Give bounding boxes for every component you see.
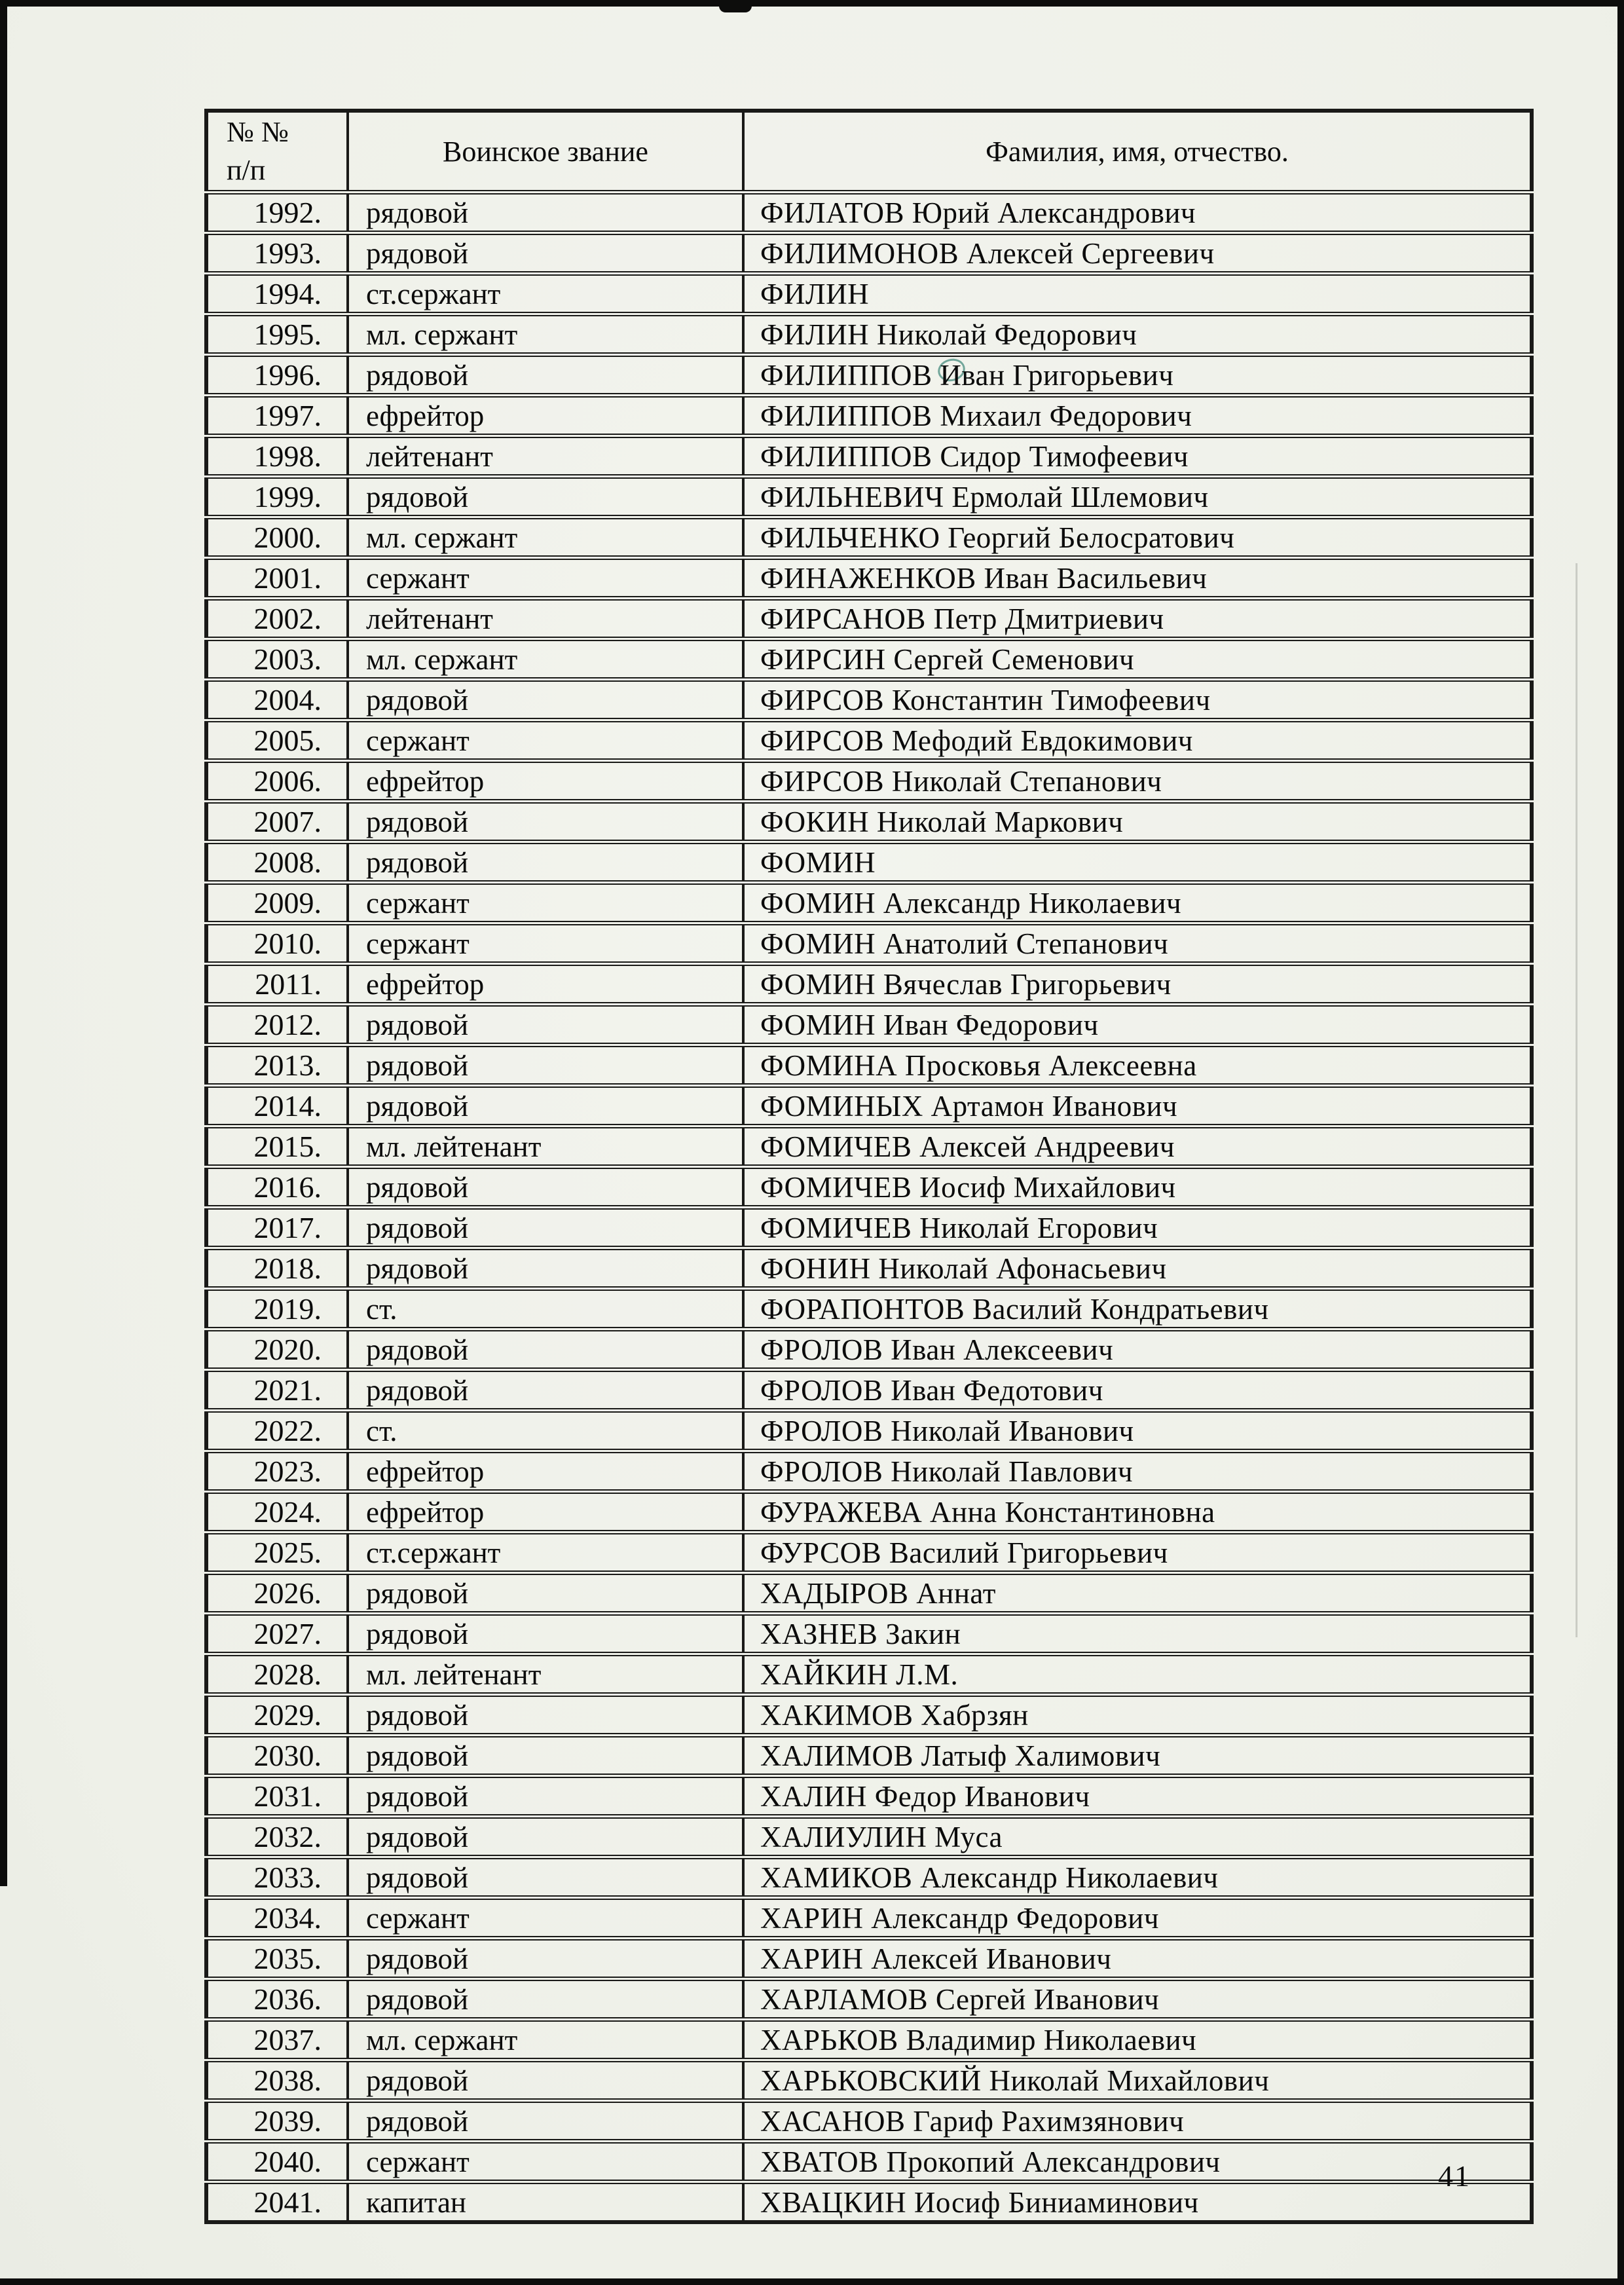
row-name-cell: ФИЛЬНЕВИЧ Ермолай Шлемович <box>743 477 1532 517</box>
row-name-cell: ФОМИЧЕВ Иосиф Михайлович <box>743 1167 1532 1208</box>
table-row <box>206 761 1532 802</box>
row-rank-cell: мл. сержант <box>348 639 743 680</box>
row-name-cell: ФОМИН Анатолий Степанович <box>743 923 1532 964</box>
row-number-cell: 2026. <box>206 1573 348 1614</box>
table-row <box>206 1654 1532 1695</box>
row-name-cell: ХАЛИН Федор Иванович <box>743 1776 1532 1817</box>
row-rank-cell: рядовой <box>348 1086 743 1126</box>
row-rank-cell: мл. сержант <box>348 517 743 558</box>
row-rank-cell: мл. сержант <box>348 2020 743 2060</box>
row-number-cell: 1999. <box>206 477 348 517</box>
row-rank-cell: ефрейтор <box>348 396 743 436</box>
table-row <box>206 355 1532 396</box>
row-name-cell: ХАРИН Александр Федорович <box>743 1898 1532 1939</box>
row-rank-cell: рядовой <box>348 842 743 883</box>
table-row <box>206 436 1532 477</box>
row-name-cell: ФИЛИМОНОВ Алексей Сергеевич <box>743 233 1532 274</box>
row-number-cell: 2038. <box>206 2060 348 2101</box>
row-name-cell: ФОМИН Вячеслав Григорьевич <box>743 964 1532 1005</box>
row-number-cell: 1995. <box>206 314 348 355</box>
row-number-cell: 2008. <box>206 842 348 883</box>
row-rank-cell: ст.сержант <box>348 1533 743 1573</box>
row-rank-cell: сержант <box>348 558 743 599</box>
row-rank-cell: рядовой <box>348 477 743 517</box>
row-rank-cell: рядовой <box>348 1939 743 1979</box>
table-row <box>206 477 1532 517</box>
row-number-cell: 2019. <box>206 1289 348 1329</box>
row-name-cell: ФОМИН Александр Николаевич <box>743 883 1532 923</box>
table-row <box>206 680 1532 720</box>
scan-edge-right <box>1617 0 1624 2285</box>
row-name-cell: ФИРСОВ Константин Тимофеевич <box>743 680 1532 720</box>
row-rank-cell: ст.сержант <box>348 274 743 314</box>
row-name-cell: ФОМИЧЕВ Николай Егорович <box>743 1208 1532 1248</box>
table-row <box>206 1817 1532 1857</box>
row-rank-cell: мл. лейтенант <box>348 1654 743 1695</box>
table-row <box>206 1248 1532 1289</box>
table-row <box>206 1979 1532 2020</box>
row-number-cell: 2017. <box>206 1208 348 1248</box>
row-rank-cell: ефрейтор <box>348 1492 743 1533</box>
row-name-cell: ФИЛИН <box>743 274 1532 314</box>
table-row <box>206 2020 1532 2060</box>
row-name-cell: ФРОЛОВ Николай Иванович <box>743 1411 1532 1451</box>
row-number-cell: 2040. <box>206 2142 348 2182</box>
row-rank-cell: лейтенант <box>348 436 743 477</box>
table-row <box>206 964 1532 1005</box>
row-number-cell: 2018. <box>206 1248 348 1289</box>
row-name-cell: ХАРЛАМОВ Сергей Иванович <box>743 1979 1532 2020</box>
row-number-cell: 2029. <box>206 1695 348 1736</box>
row-rank-cell: рядовой <box>348 802 743 842</box>
table-row <box>206 1939 1532 1979</box>
scan-edge-top <box>0 0 1624 7</box>
row-rank-cell: рядовой <box>348 193 743 233</box>
row-name-cell: ФОМИН Иван Федорович <box>743 1005 1532 1045</box>
row-name-cell: ФРОЛОВ Иван Алексеевич <box>743 1329 1532 1370</box>
table-row <box>206 193 1532 233</box>
table-row <box>206 1045 1532 1086</box>
row-number-cell: 2014. <box>206 1086 348 1126</box>
table-row <box>206 720 1532 761</box>
table-header <box>206 111 1532 193</box>
row-rank-cell: рядовой <box>348 2101 743 2142</box>
row-name-cell: ФОМИНЫХ Артамон Иванович <box>743 1086 1532 1126</box>
row-name-cell: ФИЛИППОВ Сидор Тимофеевич <box>743 436 1532 477</box>
table-row <box>206 2142 1532 2182</box>
table-row <box>206 233 1532 274</box>
paper-crease <box>1576 563 1578 1637</box>
row-name-cell: ФИРСОВ Николай Степанович <box>743 761 1532 802</box>
row-rank-cell: рядовой <box>348 1208 743 1248</box>
row-rank-cell: рядовой <box>348 1817 743 1857</box>
row-number-cell: 2027. <box>206 1614 348 1654</box>
table-row <box>206 558 1532 599</box>
row-number-cell: 2036. <box>206 1979 348 2020</box>
table-row <box>206 314 1532 355</box>
row-number-cell: 2028. <box>206 1654 348 1695</box>
scan-edge-left <box>0 0 7 1886</box>
table-row <box>206 1005 1532 1045</box>
table-row <box>206 1573 1532 1614</box>
row-number-cell: 2009. <box>206 883 348 923</box>
row-name-cell: ФОМИН <box>743 842 1532 883</box>
row-rank-cell: рядовой <box>348 1167 743 1208</box>
table-row <box>206 1614 1532 1654</box>
row-rank-cell: сержант <box>348 923 743 964</box>
row-number-cell: 1998. <box>206 436 348 477</box>
row-number-cell: 2005. <box>206 720 348 761</box>
row-number-cell: 2037. <box>206 2020 348 2060</box>
table-row <box>206 1533 1532 1573</box>
row-number-cell: 2001. <box>206 558 348 599</box>
table-header-row <box>206 111 1532 193</box>
table-body <box>206 193 1532 2223</box>
row-name-cell: ХАРЬКОВСКИЙ Николай Михайлович <box>743 2060 1532 2101</box>
table-row <box>206 1208 1532 1248</box>
row-number-cell: 2006. <box>206 761 348 802</box>
table-row <box>206 1857 1532 1898</box>
row-rank-cell: рядовой <box>348 2060 743 2101</box>
row-rank-cell: рядовой <box>348 1857 743 1898</box>
row-number-cell: 2030. <box>206 1736 348 1776</box>
row-number-cell: 2034. <box>206 1898 348 1939</box>
table-row <box>206 599 1532 639</box>
row-number-cell: 2002. <box>206 599 348 639</box>
row-number-cell: 1994. <box>206 274 348 314</box>
table-row <box>206 802 1532 842</box>
row-number-cell: 1997. <box>206 396 348 436</box>
row-number-cell: 2007. <box>206 802 348 842</box>
row-rank-cell: ст. <box>348 1289 743 1329</box>
row-name-cell: ФРОЛОВ Николай Павлович <box>743 1451 1532 1492</box>
row-rank-cell: рядовой <box>348 1045 743 1086</box>
table-row <box>206 1736 1532 1776</box>
row-rank-cell: ефрейтор <box>348 761 743 802</box>
row-name-cell: ФОРАПОНТОВ Василий Кондратьевич <box>743 1289 1532 1329</box>
row-rank-cell: капитан <box>348 2182 743 2223</box>
row-number-cell: 2033. <box>206 1857 348 1898</box>
table-row <box>206 2101 1532 2142</box>
row-number-cell: 1996. <box>206 355 348 396</box>
row-number-cell: 1993. <box>206 233 348 274</box>
row-rank-cell: рядовой <box>348 1573 743 1614</box>
table-row <box>206 1126 1532 1167</box>
row-rank-cell: мл. сержант <box>348 314 743 355</box>
row-name-cell: ХВАТОВ Прокопий Александрович <box>743 2142 1532 2182</box>
row-number-cell: 2011. <box>206 964 348 1005</box>
row-rank-cell: ефрейтор <box>348 964 743 1005</box>
table-row <box>206 1370 1532 1411</box>
page-number: 41 <box>1438 2159 1471 2193</box>
row-rank-cell: рядовой <box>348 1005 743 1045</box>
table-row <box>206 517 1532 558</box>
table-row <box>206 1695 1532 1736</box>
row-number-cell: 1992. <box>206 193 348 233</box>
row-rank-cell: сержант <box>348 720 743 761</box>
table-row <box>206 1451 1532 1492</box>
row-name-cell: ХАРИН Алексей Иванович <box>743 1939 1532 1979</box>
row-name-cell: ХАМИКОВ Александр Николаевич <box>743 1857 1532 1898</box>
row-rank-cell: рядовой <box>348 233 743 274</box>
row-number-cell: 2035. <box>206 1939 348 1979</box>
row-number-cell: 2004. <box>206 680 348 720</box>
row-name-cell: ФОМИНА Просковья Алексеевна <box>743 1045 1532 1086</box>
row-name-cell: ФИЛИППОВ Михаил Федорович <box>743 396 1532 436</box>
row-name-cell: ФИЛАТОВ Юрий Александрович <box>743 193 1532 233</box>
table-row <box>206 2182 1532 2223</box>
row-name-cell: ФИРСИН Сергей Семенович <box>743 639 1532 680</box>
row-number-cell: 2031. <box>206 1776 348 1817</box>
row-rank-cell: рядовой <box>348 1329 743 1370</box>
row-number-cell: 2023. <box>206 1451 348 1492</box>
row-rank-cell: рядовой <box>348 1776 743 1817</box>
table-row <box>206 1776 1532 1817</box>
row-rank-cell: рядовой <box>348 1979 743 2020</box>
row-name-cell: ХАЙКИН Л.М. <box>743 1654 1532 1695</box>
header-number-line1: № № <box>227 116 289 148</box>
row-rank-cell: мл. лейтенант <box>348 1126 743 1167</box>
row-number-cell: 2039. <box>206 2101 348 2142</box>
row-name-cell: ХАРЬКОВ Владимир Николаевич <box>743 2020 1532 2060</box>
row-name-cell: ХАСАНОВ Гариф Рахимзянович <box>743 2101 1532 2142</box>
table-row <box>206 1086 1532 1126</box>
header-number-cell <box>206 111 348 193</box>
row-name-cell: ФИЛЬЧЕНКО Георгий Белосратович <box>743 517 1532 558</box>
row-rank-cell: рядовой <box>348 1370 743 1411</box>
row-name-cell: ФУРСОВ Василий Григорьевич <box>743 1533 1532 1573</box>
row-rank-cell: рядовой <box>348 1736 743 1776</box>
row-rank-cell: рядовой <box>348 1695 743 1736</box>
row-name-cell: ХАЛИУЛИН Муса <box>743 1817 1532 1857</box>
table-row <box>206 1289 1532 1329</box>
personnel-roster-table <box>204 109 1534 2224</box>
header-name-cell: Фамилия, имя, отчество. <box>743 111 1532 193</box>
row-name-cell: ФОНИН Николай Афонасьевич <box>743 1248 1532 1289</box>
row-rank-cell: рядовой <box>348 355 743 396</box>
scan-edge-notch <box>719 6 752 12</box>
row-rank-cell: ефрейтор <box>348 1451 743 1492</box>
table-row <box>206 274 1532 314</box>
scan-edge-bottom <box>0 2278 1624 2285</box>
row-name-cell: ХАКИМОВ Хабрзян <box>743 1695 1532 1736</box>
row-number-cell: 2015. <box>206 1126 348 1167</box>
row-name-cell: ФОКИН Николай Маркович <box>743 802 1532 842</box>
row-number-cell: 2032. <box>206 1817 348 1857</box>
row-rank-cell: рядовой <box>348 680 743 720</box>
row-rank-cell: сержант <box>348 883 743 923</box>
row-rank-cell: сержант <box>348 1898 743 1939</box>
row-name-cell: ФРОЛОВ Иван Федотович <box>743 1370 1532 1411</box>
table-row <box>206 883 1532 923</box>
row-name-cell: ХАДЫРОВ Аннат <box>743 1573 1532 1614</box>
row-name-cell: ХАЗНЕВ Закин <box>743 1614 1532 1654</box>
row-name-cell: ФИРСОВ Мефодий Евдокимович <box>743 720 1532 761</box>
row-number-cell: 2000. <box>206 517 348 558</box>
row-number-cell: 2021. <box>206 1370 348 1411</box>
table-row <box>206 639 1532 680</box>
row-name-cell: ФИНАЖЕНКОВ Иван Васильевич <box>743 558 1532 599</box>
table-row <box>206 1492 1532 1533</box>
header-rank-cell: Воинское звание <box>348 111 743 193</box>
row-number-cell: 2003. <box>206 639 348 680</box>
header-number-line2: п/п <box>227 154 266 186</box>
row-name-cell: ХВАЦКИН Иосиф Биниаминович <box>743 2182 1532 2223</box>
table-row <box>206 923 1532 964</box>
row-rank-cell: рядовой <box>348 1614 743 1654</box>
row-rank-cell: рядовой <box>348 1248 743 1289</box>
row-name-cell: ХАЛИМОВ Латыф Халимович <box>743 1736 1532 1776</box>
row-name-cell: ФУРАЖЕВА Анна Константиновна <box>743 1492 1532 1533</box>
table-row <box>206 2060 1532 2101</box>
table-row <box>206 1167 1532 1208</box>
row-number-cell: 2013. <box>206 1045 348 1086</box>
table-row <box>206 1329 1532 1370</box>
row-name-cell: ФОМИЧЕВ Алексей Андреевич <box>743 1126 1532 1167</box>
row-name-cell: ФИРСАНОВ Петр Дмитриевич <box>743 599 1532 639</box>
row-number-cell: 2025. <box>206 1533 348 1573</box>
table-row <box>206 1898 1532 1939</box>
row-number-cell: 2010. <box>206 923 348 964</box>
row-number-cell: 2022. <box>206 1411 348 1451</box>
row-name-cell: ФИЛИППОВ Иван Григорьевич <box>743 355 1532 396</box>
row-number-cell: 2024. <box>206 1492 348 1533</box>
row-number-cell: 2041. <box>206 2182 348 2223</box>
table-row <box>206 396 1532 436</box>
table-row <box>206 1411 1532 1451</box>
row-rank-cell: лейтенант <box>348 599 743 639</box>
row-number-cell: 2020. <box>206 1329 348 1370</box>
row-number-cell: 2016. <box>206 1167 348 1208</box>
row-name-cell: ФИЛИН Николай Федорович <box>743 314 1532 355</box>
table-row <box>206 842 1532 883</box>
row-rank-cell: ст. <box>348 1411 743 1451</box>
row-number-cell: 2012. <box>206 1005 348 1045</box>
row-rank-cell: сержант <box>348 2142 743 2182</box>
